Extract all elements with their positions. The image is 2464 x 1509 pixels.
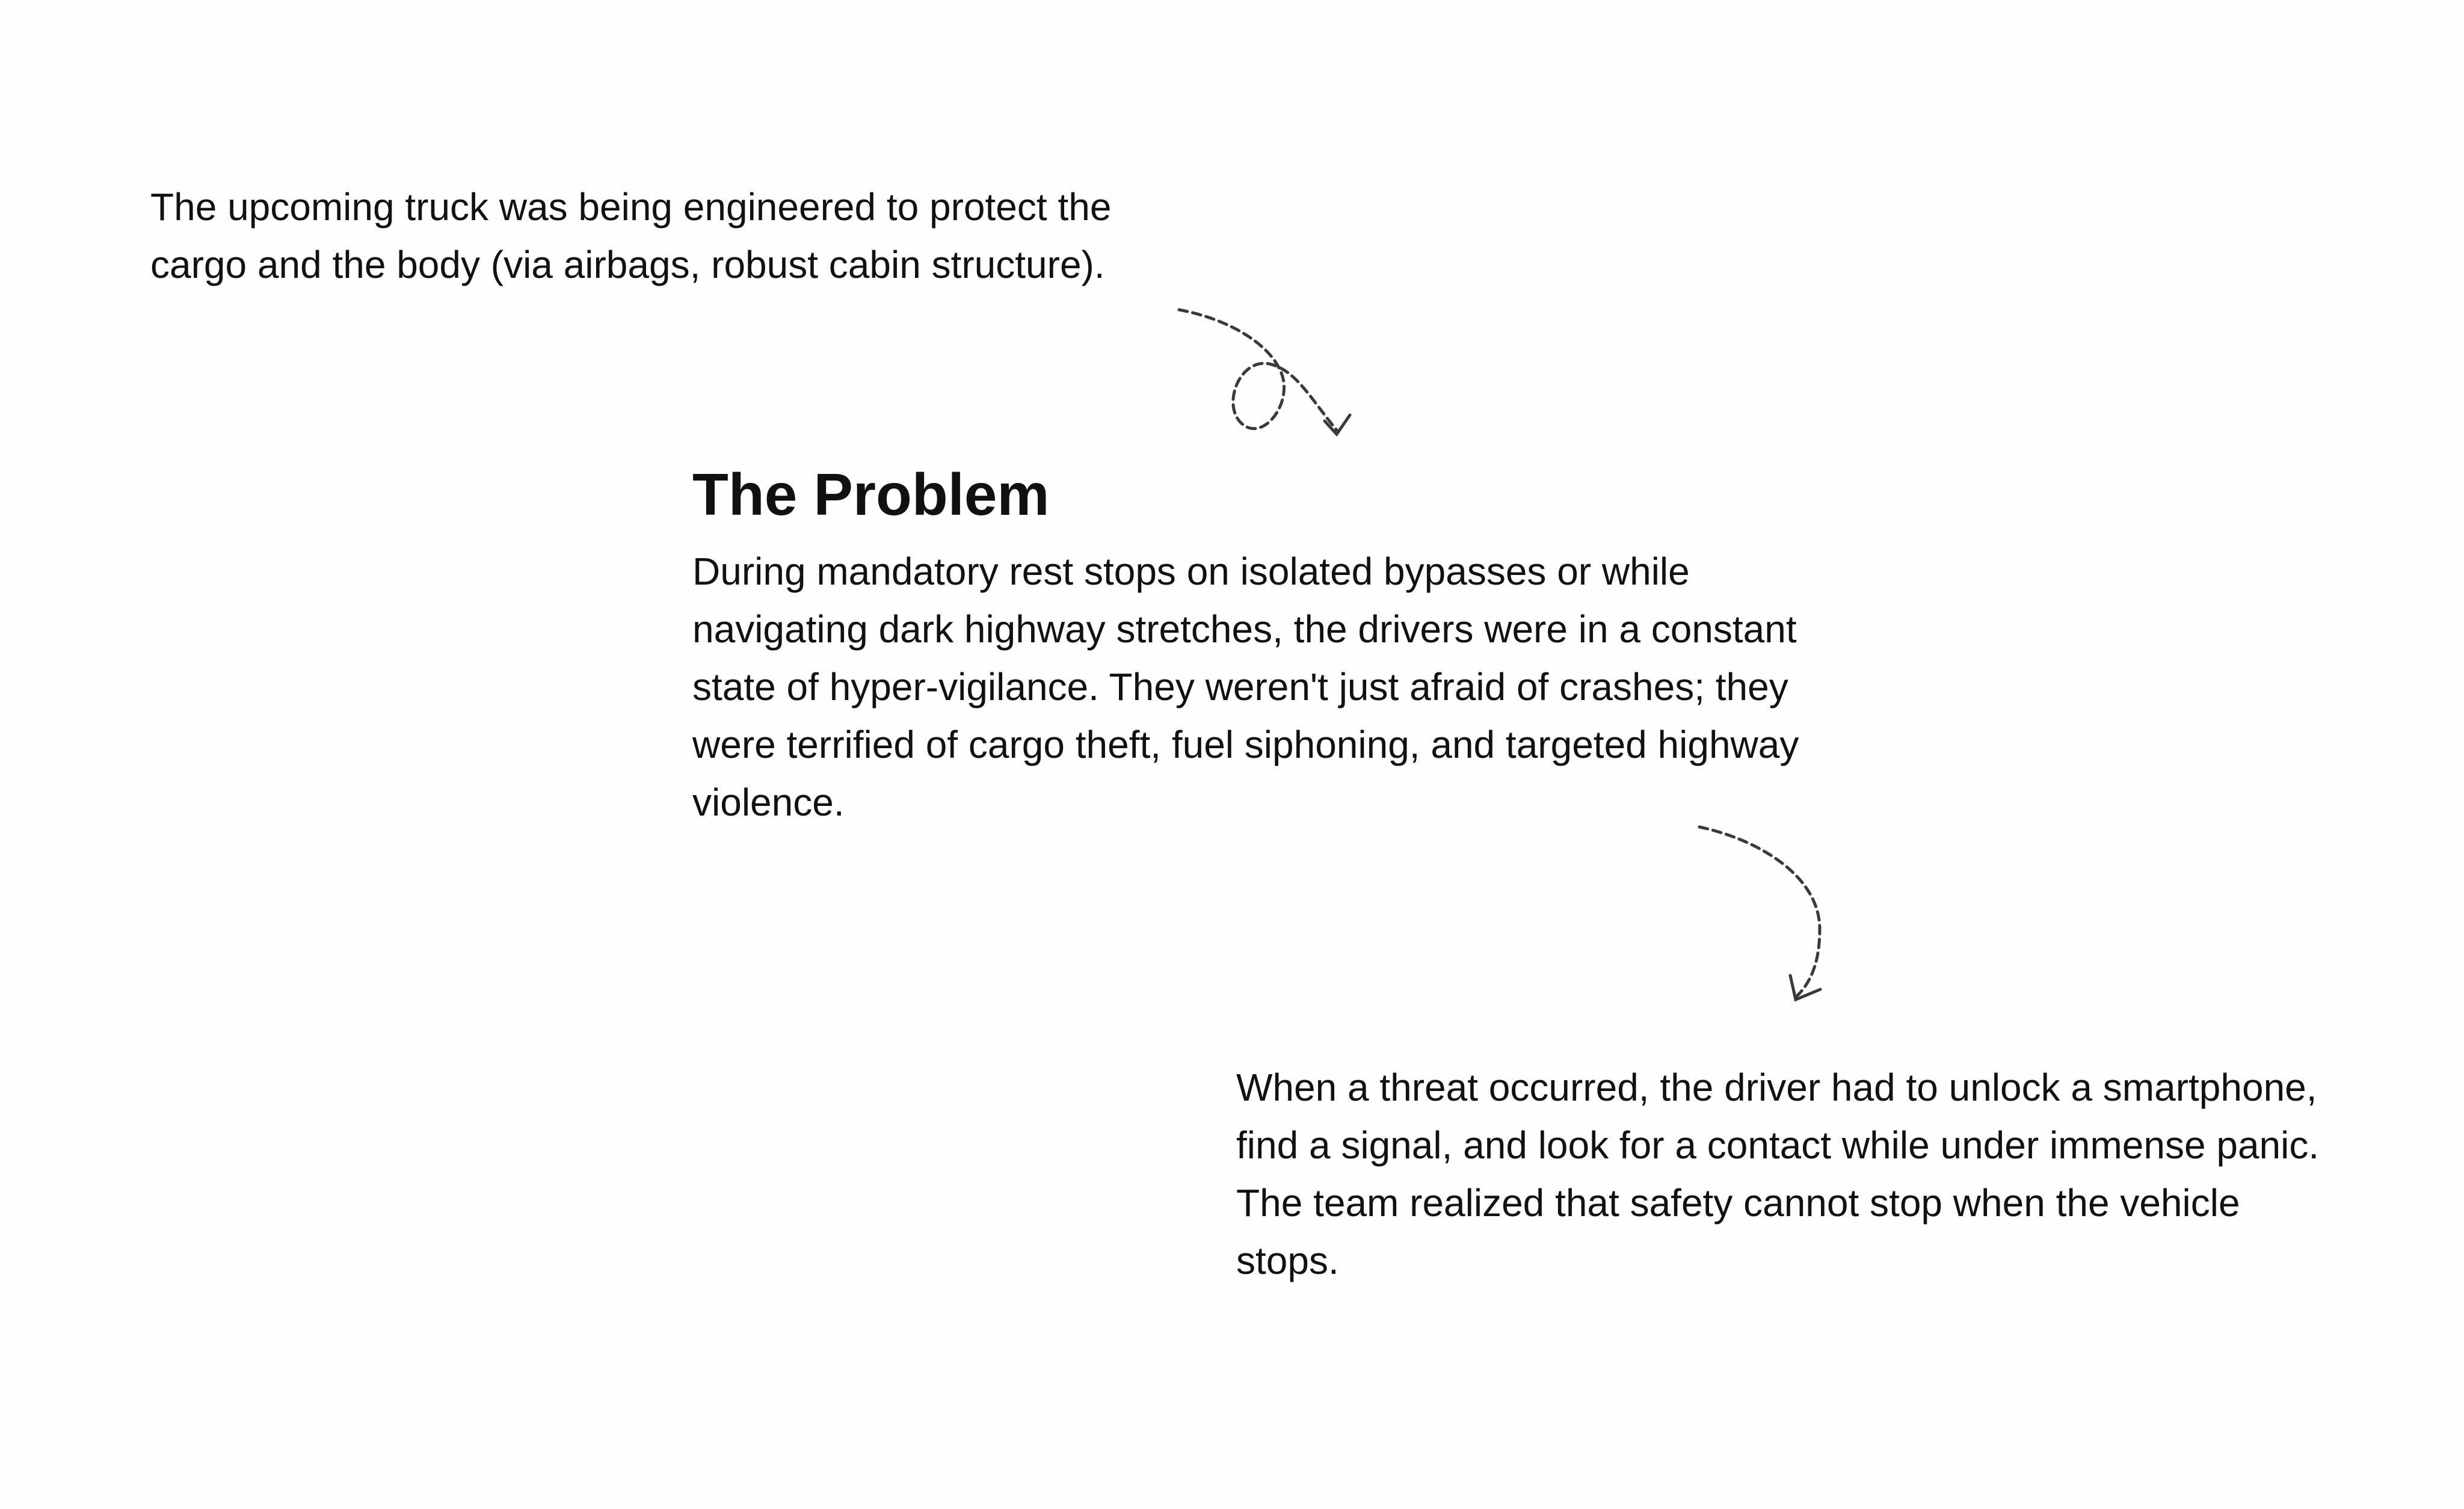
problem-paragraph: During mandatory rest stops on isolated bypasses or while navigating dark highway stretches, the drivers were in a constant state of hyper-vigilance. They weren't just afraid of crashes; they were terrified of cargo theft, fuel siphoning, and targeted highway violence.: [692, 550, 1799, 824]
threat-section: [1236, 1059, 2343, 1289]
threat-paragraph: When a threat occurred, the driver had to unlock a smartphone, find a signal, and look for a contact while under immense panic. The team realized that safety cannot stop when the vehicle stops.: [1236, 1066, 2320, 1282]
dashed-curved-arrow-icon: [1690, 818, 1841, 1010]
dashed-loop-arrow-icon: [1167, 301, 1366, 445]
intro-section: [150, 178, 1209, 294]
problem-section: [692, 457, 1811, 831]
problem-heading: The Problem: [692, 461, 1050, 527]
intro-paragraph: The upcoming truck was being engineered to protect the cargo and the body (via airbags, robust cabin structure).: [150, 185, 1112, 286]
